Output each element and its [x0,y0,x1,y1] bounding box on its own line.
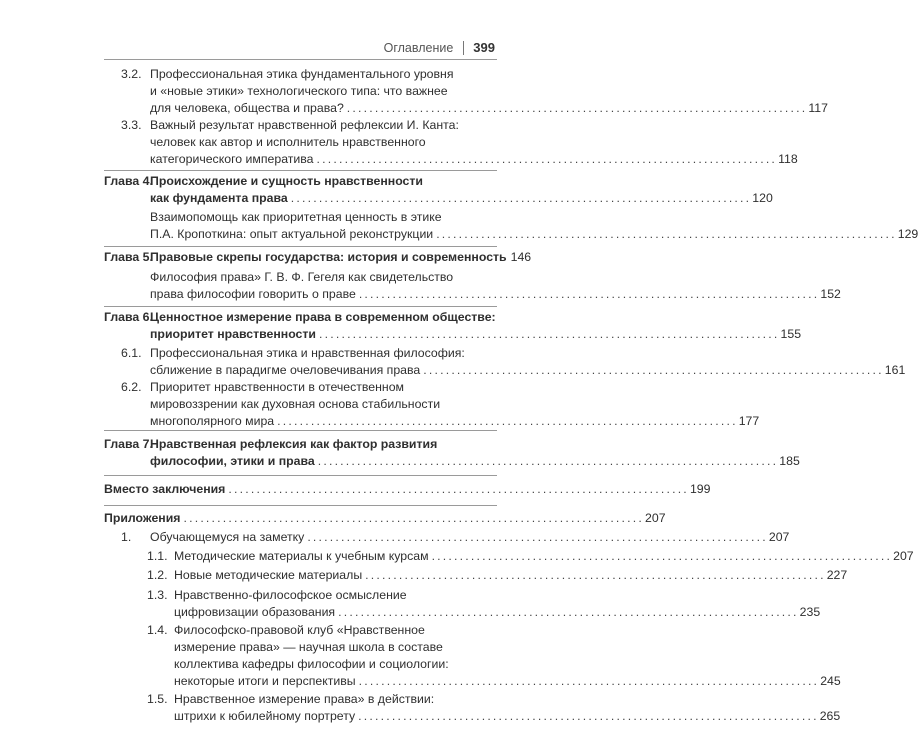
dot-leader: .................................................................................. [365,568,826,582]
toc-chapter-number: Глава 6. [104,310,153,324]
toc-entry-number: 1. [121,530,132,544]
section-rule [104,170,497,171]
toc-page-ref: 161 [884,363,906,377]
toc-entry-line: цифровизации образования [174,605,336,619]
header-separator [463,41,464,55]
toc-entry-line: Нравственная рефлексия как фактор развития [150,437,438,451]
section-rule [104,306,497,307]
section-rule [104,246,497,247]
toc-entry-line: измерение права» — научная школа в составе [174,640,443,654]
toc-entry-line: Обучающемуся на заметку [150,530,305,544]
toc-page-ref: 245 [820,674,841,688]
toc-entry-line: мировоззрении как духовная основа стабильности [150,397,441,411]
dot-leader: .................................................................................. [338,605,799,619]
toc-entry-line: Философия права» Г. В. Ф. Гегеля как свидетельство [150,270,454,284]
toc-entry-line: Нравственное измерение права» в действии: [174,692,435,706]
toc-chapter-number: Глава 5. [104,250,153,264]
dot-leader: .................................................................................. [228,482,689,496]
toc-entry-number: 6.2. [121,380,142,394]
toc-entry-line: Вместо заключения [104,482,226,496]
dot-leader: .................................................................................. [318,327,780,341]
toc-entry-number: 1.5. [147,692,168,706]
toc-entry-line: Приоритет нравственности в отечественном [150,380,405,394]
toc-entry-line: Взаимопомощь как приоритетная ценность в этике [150,210,442,224]
running-header-title: Оглавление [383,40,454,55]
dot-leader: .................................................................................. [358,674,820,688]
running-header [384,40,495,55]
toc-page-ref: 207 [768,530,790,544]
toc-page-ref: 235 [799,605,821,619]
toc-entry-line: для человека, общества и права? [150,101,344,115]
toc-entry-number: 6.1. [121,346,142,360]
toc-page-ref: 117 [808,101,828,115]
dot-leader: .................................................................................. [436,227,897,241]
toc-page-ref: 227 [826,568,848,582]
toc-chapter-number: Глава 7. [104,437,153,451]
toc-chapter-number: Глава 4. [104,174,153,188]
toc-entry-line: коллектива кафедры философии и социологии: [174,657,449,671]
toc-page-ref: 155 [780,327,802,341]
section-rule [104,475,497,476]
toc-entry-line: Правовые скрепы государства: история и современность [150,250,507,264]
toc-entry-line: как фундамента права [150,191,288,205]
toc-page-ref: 129 [897,227,918,241]
toc-entry-number: 1.3. [147,588,168,602]
toc-entry-number: 1.1. [147,549,168,563]
toc-entry-line: некоторые итоги и перспективы [174,674,356,688]
toc-entry-line: Нравственно-философское осмысление [174,588,407,602]
dot-leader: .................................................................................. [277,414,738,428]
toc-entry-line: Методические материалы к учебным курсам [174,549,429,563]
toc-entry-number: 1.4. [147,623,168,637]
toc-entry-line: Происхождение и сущность нравственности [150,174,423,188]
dot-leader: .................................................................................. [431,549,893,563]
toc-entry-line: Профессиональная этика и нравственная философия: [150,346,465,360]
dot-leader: .................................................................................. [346,101,808,115]
toc-entry-line: П.А. Кропоткина: опыт актуальной реконструкции [150,227,434,241]
header-rule [104,59,497,60]
toc-entry-line: Новые методические материалы [174,568,363,582]
toc-entry-number: 3.3. [121,118,142,132]
toc-entry-line: категорического императива [150,152,314,166]
toc-entry-line: сближение в парадигме очеловечивания права [150,363,421,377]
toc-entry-line: приоритет нравственности [150,327,316,341]
toc-entry-line: Профессиональная этика фундаментального уровня [150,67,454,81]
dot-leader: .................................................................................. [316,152,778,166]
toc-entry-line: и «новые этики» технологического типа: что важнее [150,84,448,98]
toc-entry-number: 3.2. [121,67,142,81]
toc-page-ref: 120 [752,191,773,205]
dot-leader: .................................................................................. [183,511,645,525]
page-number: 399 [473,40,495,55]
toc-page-ref: 177 [738,414,760,428]
dot-leader: .................................................................................. [307,530,768,544]
dot-leader: .................................................................................. [358,287,820,301]
toc-page-ref: 146 [510,250,532,264]
toc-page-ref: 199 [689,482,711,496]
dot-leader: .................................................................................. [358,709,819,723]
dot-leader: .................................................................................. [317,454,779,468]
toc-page-ref: 265 [819,709,841,723]
toc-entry-line: философии, этики и права [150,454,315,468]
dot-leader: .................................................................................. [290,191,752,205]
toc-entry-line: Важный результат нравственной рефлексии И. Канта: [150,118,459,132]
section-rule [104,430,497,431]
toc-entry-line: штрихи к юбилейному портрету [174,709,356,723]
toc-page-ref: 207 [893,549,914,563]
toc-entry-line: Приложения [104,511,181,525]
toc-entry-line: Философско-правовой клуб «Нравственное [174,623,425,637]
toc-page-ref: 207 [645,511,666,525]
toc-entry-number: 1.2. [147,568,168,582]
section-rule [104,505,497,506]
toc-entry-line: Ценностное измерение права в современном обществе: [150,310,496,324]
toc-page-ref: 152 [820,287,841,301]
toc-page-ref: 185 [779,454,800,468]
dot-leader: .................................................................................. [423,363,884,377]
toc-entry-line: человек как автор и исполнитель нравственного [150,135,426,149]
toc-entry-line: многополярного мира [150,414,275,428]
toc-page-ref: 118 [778,152,798,166]
toc-entry-line: права философии говорить о праве [150,287,356,301]
